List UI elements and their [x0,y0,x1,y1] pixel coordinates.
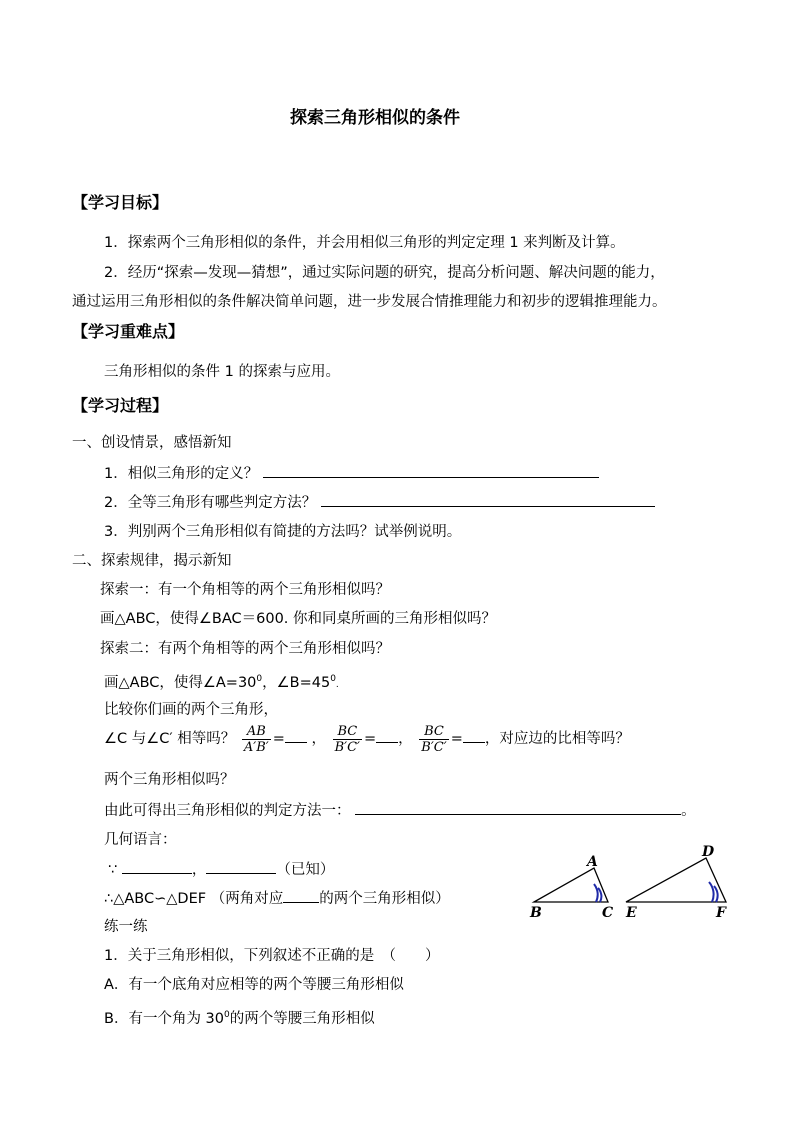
triangle-def-shape [626,858,726,902]
part2-heading: 二、探索规律，揭示新知 [72,553,232,569]
fraction-ab [242,724,271,755]
equals-2: = [364,731,377,747]
label-f: F [716,905,726,921]
therefore-line [104,888,450,909]
question-2 [104,492,655,513]
key-points-text: 三角形相似的条件 1 的探索与应用。 [104,364,340,380]
question-1 [104,463,599,484]
triangle-abc [529,854,613,921]
part1-heading: 一、创设情景，感悟新知 [72,435,232,451]
label-a: A [587,854,598,870]
fraction-ab-den: A′B′ [243,739,269,755]
answer-blank-1[interactable] [263,463,599,478]
comma-1: ， [311,731,326,747]
label-e: E [626,905,637,921]
because-blank-1[interactable] [122,859,192,874]
option-b-degree: 0 [224,1010,230,1020]
label-b: B [530,905,542,921]
degree-sup-2: 0 [330,674,336,684]
option-b [104,1005,375,1029]
option-a: A．有一个底角对应相等的两个等腰三角形相似 [104,977,404,993]
comma-2: ， [398,731,413,747]
compare-text: 比较你们画的两个三角形， [104,702,278,718]
similar-question: 两个三角形相似吗？ [104,772,235,788]
geometry-language-label: 几何语言： [104,832,177,848]
fraction-bc-2 [419,724,448,755]
option-b-text-a: B．有一个角为 30 [104,1011,225,1027]
therefore-blank[interactable] [283,888,319,903]
goals-heading: 【学习目标】 [72,193,169,212]
ratio-line [104,720,630,760]
goal-item-2-line2: 通过运用三角形相似的条件解决简单问题，进一步发展合情推理能力和初步的逻辑推理能力。 [72,294,667,310]
therefore-end: 的两个三角形相似） [319,891,450,907]
degree-sup-1: 0 [256,674,263,684]
equals-1: = [272,731,285,747]
because-line [108,859,334,880]
ratio-blank-2[interactable] [376,728,398,743]
known-text: （已知） [276,862,335,878]
conclusion-blank[interactable] [355,800,681,815]
page-title: 探索三角形相似的条件 [290,108,460,128]
ratio-blank-3[interactable] [463,728,485,743]
label-c: C [602,905,614,921]
equals-3: = [450,731,463,747]
fraction-bc-2-den: B′C′ [421,739,447,755]
conclusion-end: 。 [681,803,696,819]
ratio-blank-1[interactable] [285,728,307,743]
answer-blank-2[interactable] [321,492,655,507]
angle-f-arc-2 [709,882,714,902]
similar-triangles-figure [520,840,770,930]
angle-c-arc-2 [594,884,598,902]
angle-compare-text: ∠C 与∠C′ 相等吗？ [104,731,236,747]
fraction-ab-num: AB [242,724,271,740]
question-3: 3．判别两个三角形相似有简捷的方法吗？试举例说明。 [104,524,462,540]
label-d: D [702,844,715,860]
draw-instruction-2 [104,669,339,695]
key-points-heading: 【学习重难点】 [72,322,185,341]
draw-instruction-1: 画△ABC，使得∠BAC＝600. 你和同桌所画的三角形相似吗？ [100,611,497,627]
practice-label: 练一练 [104,919,148,935]
draw2-text-a: 画△ABC，使得∠A=30 [104,675,257,691]
triangle-def [625,844,727,921]
process-heading: 【学习过程】 [72,396,169,415]
fraction-bc-1-den: B′C′ [334,739,361,755]
draw2-dot: . [335,680,339,690]
fraction-bc-1 [333,724,362,755]
practice-question-1: 1．关于三角形相似，下列叙述不正确的是 （ ） [104,948,440,964]
question-1-text: 1．相似三角形的定义？ [104,466,259,482]
question-2-text: 2．全等三角形有哪些判定方法？ [104,495,317,511]
goal-item-1: 1．探索两个三角形相似的条件，并会用相似三角形的判定定理 1 来判断及计算。 [104,235,625,251]
fraction-bc-2-num: BC [419,724,448,740]
goal-item-2-line1: 2．经历“探索—发现—猜想”，通过实际问题的研究，提高分析问题、解决问题的能力， [104,265,665,281]
explore-2: 探索二：有两个角相等的两个三角形相似吗？ [100,641,390,657]
ratio-question: ，对应边的比相等吗？ [484,731,630,747]
option-b-text-b: 的两个等腰三角形相似 [229,1011,375,1027]
because-symbol: ∵ [108,862,118,878]
because-comma: ， [191,862,207,878]
explore-1: 探索一：有一个角相等的两个三角形相似吗？ [100,582,390,598]
conclusion-line [104,800,696,821]
draw2-text-b: ，∠B=45 [262,675,331,691]
because-blank-2[interactable] [206,859,276,874]
fraction-bc-1-num: BC [333,724,362,740]
conclusion-text: 由此可得出三角形相似的判定方法一： [104,803,351,819]
therefore-text: ∴△ABC∽△DEF （两角对应 [104,891,284,907]
